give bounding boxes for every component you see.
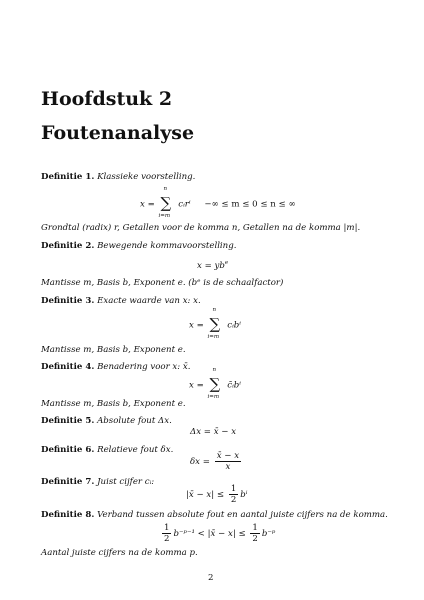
fraction-numerator: 1	[252, 523, 258, 533]
definition-2-text: Bewegende kommavoorstelling.	[97, 241, 237, 251]
definition-7	[41, 477, 154, 487]
sum-lower: i=m	[207, 334, 220, 340]
fraction-denominator: 2	[252, 534, 258, 544]
definition-1-text: Klassieke voorstelling.	[97, 172, 196, 182]
definition-6-label: Definitie 6.	[41, 445, 95, 455]
definition-2-note: Mantisse m, Basis b, Exponent e. (bᵉ is de schaalfactor)	[41, 278, 284, 288]
definition-7-text: Juist cijfer cᵢ:	[97, 477, 155, 487]
sum-upper: n	[212, 307, 217, 313]
definition-6-text: Relatieve fout δx.	[97, 445, 174, 455]
equation-2	[197, 260, 228, 271]
definition-4-note: Mantisse m, Basis b, Exponent e.	[41, 399, 186, 409]
equation-8-rhs: b⁻ᵖ	[261, 529, 276, 539]
definition-5-text: Absolute fout Δx.	[97, 416, 172, 426]
equation-8	[160, 523, 275, 544]
fraction	[250, 523, 259, 544]
definition-4	[41, 362, 190, 372]
fraction-denominator: 2	[164, 534, 170, 544]
definition-8	[41, 510, 388, 520]
definition-3	[41, 296, 201, 306]
equation-4	[189, 367, 242, 400]
sum-upper: n	[212, 367, 217, 373]
equation-7-lhs: |x̄ − x| ≤	[186, 490, 225, 500]
definition-2-label: Definitie 2.	[41, 241, 95, 251]
equation-5: Δx = x̄ − x	[190, 427, 237, 437]
definition-1-note: Grondtal (radix) r, Getallen voor de komma n, Getallen na de komma |m|.	[41, 223, 361, 233]
fraction	[215, 451, 241, 472]
equation-3-lhs: x =	[189, 320, 204, 331]
fraction-denominator: 2	[230, 495, 237, 505]
equation-3	[189, 307, 242, 340]
sum-lower: i=m	[207, 394, 220, 400]
fraction-numerator: x̄ − x	[216, 451, 240, 461]
fraction-numerator: 1	[164, 523, 170, 533]
fraction	[162, 523, 171, 544]
chapter-label: Hoofdstuk 2	[41, 88, 173, 110]
equation-1	[140, 186, 296, 219]
definition-8-note: Aantal juiste cijfers na de komma p.	[41, 548, 198, 558]
definition-7-label: Definitie 7.	[41, 477, 95, 487]
definition-4-label: Definitie 4.	[41, 362, 95, 372]
equation-1-condition: −∞ ≤ m ≤ 0 ≤ n ≤ ∞	[204, 199, 296, 210]
sum-symbol: n ∑ i=m	[207, 307, 221, 340]
fraction	[229, 484, 238, 505]
definition-5	[41, 416, 172, 426]
equation-6	[190, 451, 243, 472]
page-number: 2	[208, 573, 214, 583]
sum-symbol: n ∑ i=m	[207, 367, 221, 400]
definition-3-note: Mantisse m, Basis b, Exponent e.	[41, 345, 186, 355]
equation-6-lhs: δx =	[190, 457, 210, 467]
definition-6	[41, 445, 173, 455]
definition-3-text: Exacte waarde van x: x.	[97, 296, 201, 306]
sum-symbol: n ∑ i=m	[158, 186, 172, 219]
equation-1-term: cᵢrⁱ	[178, 199, 191, 210]
equation-2-body: x = yb	[197, 261, 225, 271]
sum-upper: n	[163, 186, 168, 192]
definition-3-label: Definitie 3.	[41, 296, 95, 306]
fraction-denominator: x	[225, 462, 231, 472]
definition-8-text: Verband tussen absolute fout en aantal juiste cijfers na de komma.	[97, 510, 388, 520]
definition-4-text: Benadering voor x: x̄.	[97, 362, 191, 372]
definition-1-label: Definitie 1.	[41, 172, 95, 182]
fraction-numerator: 1	[230, 484, 237, 494]
sum-lower: i=m	[158, 213, 171, 219]
equation-2-exponent: e	[224, 260, 229, 266]
definition-2	[41, 241, 236, 251]
equation-8-middle: b⁻ᵖ⁻¹ < |x̄ − x| ≤	[173, 529, 246, 539]
definition-8-label: Definitie 8.	[41, 510, 95, 520]
equation-7	[186, 484, 248, 505]
equation-3-term: cᵢbⁱ	[227, 320, 242, 331]
equation-1-lhs: x =	[140, 199, 155, 210]
definition-1	[41, 172, 195, 182]
equation-4-lhs: x =	[189, 380, 204, 391]
equation-7-rhs: bⁱ	[240, 490, 248, 500]
definition-5-label: Definitie 5.	[41, 416, 95, 426]
chapter-title: Foutenanalyse	[41, 122, 195, 144]
equation-4-term: c̄ᵢbⁱ	[227, 380, 242, 391]
